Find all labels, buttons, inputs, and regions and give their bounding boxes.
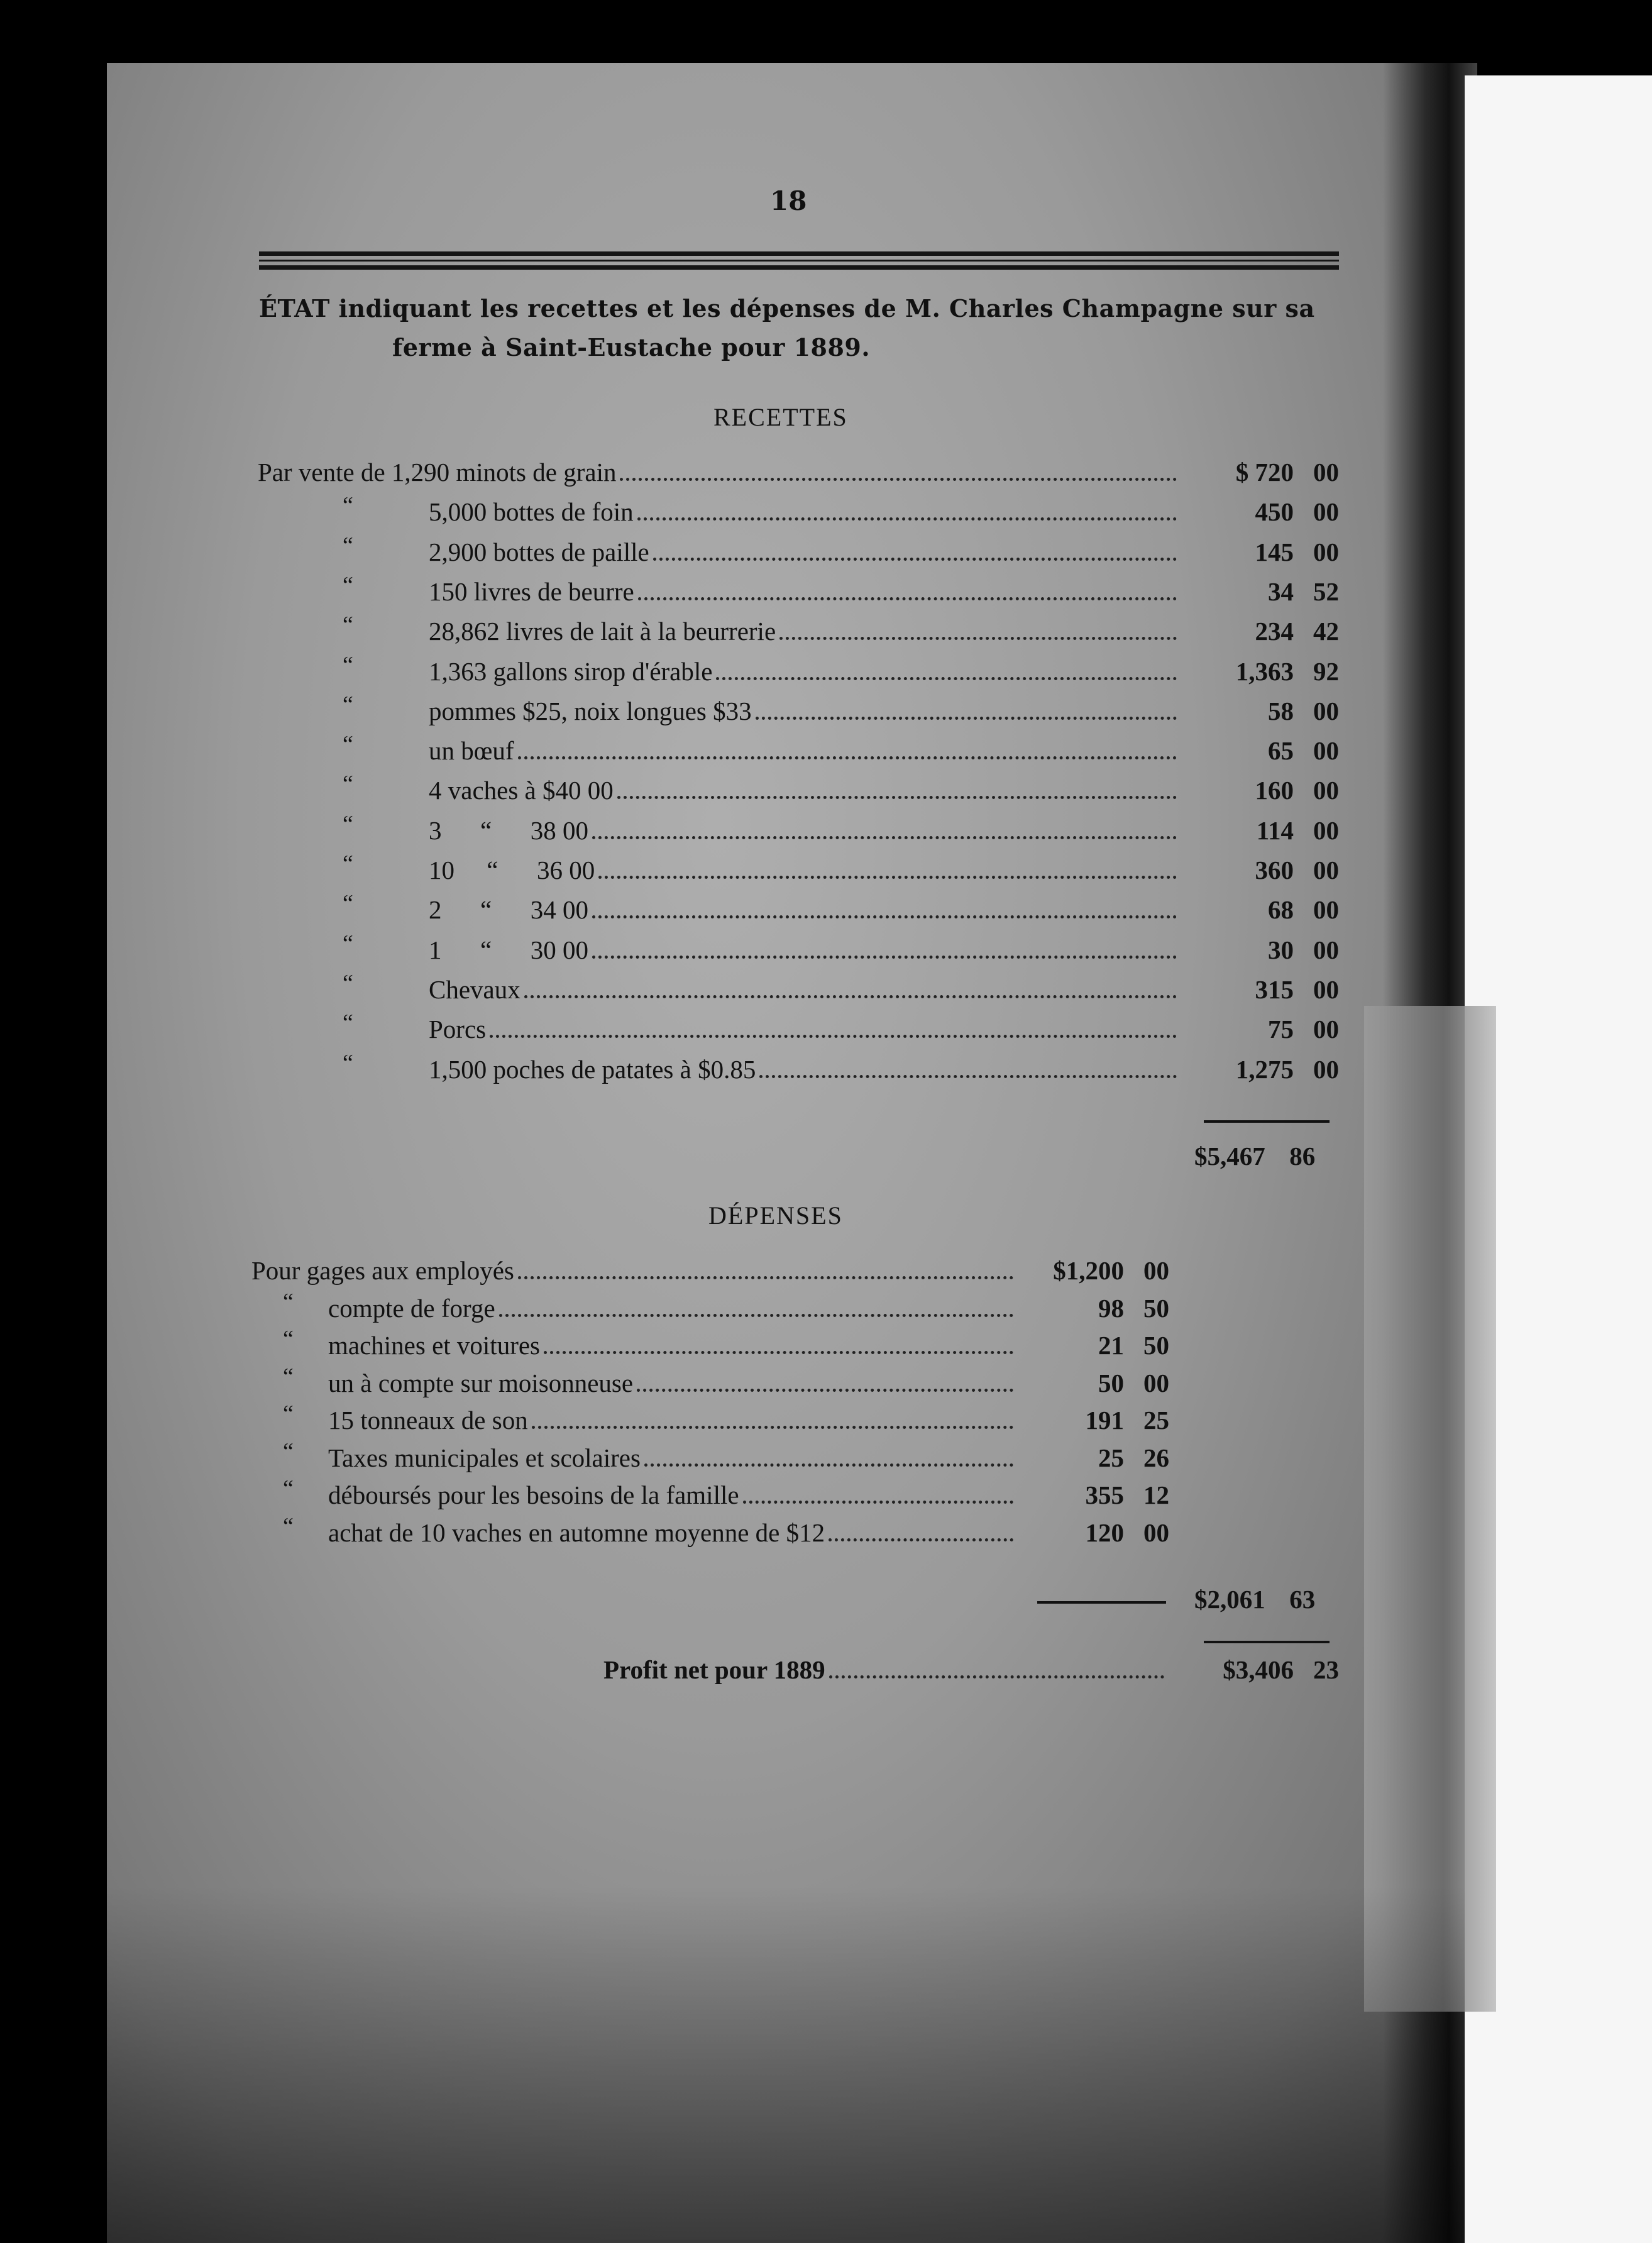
depenses-total: [1194, 1584, 1315, 1614]
dot-leader: [598, 876, 1177, 879]
ditto-mark: “: [283, 1438, 294, 1465]
ditto-mark: “: [343, 571, 353, 598]
amount-cents: 00: [1313, 1054, 1339, 1084]
recette-row: [258, 449, 1339, 487]
ditto-mark: “: [343, 492, 353, 519]
item-label: 1,363 gallons sirop d'érable: [429, 656, 713, 686]
item-label: compte de forge: [328, 1293, 495, 1323]
ditto-mark: “: [283, 1475, 294, 1502]
torn-paper-strip: [1364, 1006, 1496, 2012]
recette-row: [258, 808, 1339, 846]
ditto-mark: “: [283, 1363, 294, 1390]
item-label: 15 tonneaux de son: [328, 1406, 528, 1435]
depense-row: [251, 1248, 1169, 1286]
item-description: [258, 616, 1181, 646]
amount-cents: 12: [1143, 1480, 1169, 1509]
recette-row: [258, 768, 1339, 805]
item-label: achat de 10 vaches en automne moyenne de $12: [328, 1518, 825, 1547]
dot-leader: [637, 1389, 1013, 1392]
dot-leader: [644, 1463, 1013, 1467]
dot-leader: [638, 597, 1177, 600]
item-description: [251, 1293, 1017, 1323]
page-number: 18: [770, 185, 807, 216]
item-label: 28,862 livres de lait à la beurrerie: [429, 617, 776, 646]
item-description: [258, 537, 1181, 567]
item-description: [258, 1014, 1181, 1044]
item-label: Porcs: [429, 1015, 487, 1044]
amount-dollars: 34: [1268, 576, 1294, 606]
item-description: [251, 1368, 1017, 1398]
amount-cents: 50: [1143, 1331, 1169, 1360]
amount-cents: 00: [1313, 1015, 1339, 1044]
recettes-total: [1194, 1141, 1315, 1171]
dot-leader: [518, 1276, 1013, 1279]
amount-cents: 00: [1143, 1368, 1169, 1397]
item-description: [258, 855, 1181, 885]
profit-label: Profit net pour 1889: [603, 1655, 825, 1684]
item-label: 4 vaches à $40 00: [429, 776, 614, 805]
recette-row: [258, 847, 1339, 885]
item-description: [258, 775, 1181, 805]
amount-cents: 00: [1313, 895, 1339, 925]
ditto-mark: “: [343, 851, 353, 877]
recettes-heading: RECETTES: [713, 403, 848, 431]
amount-dollars: 30: [1268, 935, 1294, 964]
document-title: [259, 289, 1340, 367]
depense-row: [251, 1323, 1169, 1360]
amount-cents: 50: [1143, 1293, 1169, 1323]
amount-cents: 00: [1313, 974, 1339, 1004]
recettes-total-dollars: $5,467: [1194, 1142, 1265, 1171]
ditto-mark: “: [283, 1513, 294, 1540]
amount-dollars: 450: [1255, 497, 1294, 527]
item-label: 1 “ 30 00: [429, 935, 588, 964]
amount-dollars: 75: [1268, 1015, 1294, 1044]
dot-leader: [592, 915, 1177, 918]
amount-dollars: 25: [1098, 1443, 1124, 1472]
amount-dollars: 1,363: [1235, 656, 1294, 686]
amount-cents: 00: [1313, 776, 1339, 805]
depenses-total-rule: [1204, 1641, 1330, 1643]
recette-row: [258, 688, 1339, 726]
dot-leader: [653, 558, 1177, 561]
item-label: Taxes municipales et scolaires: [328, 1443, 641, 1472]
recettes-total-rule: [1204, 1120, 1330, 1123]
dot-leader: [490, 1035, 1177, 1038]
amount-dollars: 21: [1098, 1331, 1124, 1360]
depense-row: [251, 1435, 1169, 1473]
item-description: [251, 1443, 1017, 1473]
recette-row: [258, 609, 1339, 646]
amount-cents: 26: [1143, 1443, 1169, 1472]
amount-dollars: 355: [1085, 1480, 1124, 1509]
item-description: [258, 457, 1181, 487]
dot-leader: [637, 517, 1177, 521]
item-label: 3 “ 38 00: [429, 815, 588, 845]
dot-leader: [499, 1314, 1013, 1317]
ditto-mark: “: [343, 1049, 353, 1076]
header-rule: [259, 251, 1339, 256]
item-label: Par vente de 1,290 minots de grain: [258, 458, 617, 487]
item-description: [258, 497, 1181, 527]
dot-leader: [617, 796, 1177, 799]
dot-leader: [829, 1675, 1164, 1678]
ditto-mark: “: [343, 1010, 353, 1037]
amount-cents: 00: [1313, 815, 1339, 845]
ditto-mark: “: [343, 612, 353, 639]
ditto-mark: “: [343, 969, 353, 996]
amount-dollars: 234: [1255, 617, 1294, 646]
item-label: machines et voitures: [328, 1331, 541, 1360]
item-label: déboursés pour les besoins de la famille: [328, 1480, 739, 1509]
recette-row: [258, 728, 1339, 766]
item-description: [251, 1330, 1017, 1360]
amount-dollars: $1,200: [1053, 1256, 1124, 1285]
recette-row: [258, 649, 1339, 686]
amount-cents: 25: [1143, 1406, 1169, 1435]
depense-row: [251, 1510, 1169, 1548]
item-label: un bœuf: [429, 736, 514, 766]
amount-cents: 00: [1313, 856, 1339, 885]
dot-leader: [592, 956, 1177, 959]
recette-row: [258, 489, 1339, 527]
item-description: [258, 576, 1181, 607]
item-label: 2,900 bottes de paille: [429, 537, 649, 566]
title-line-1: ÉTAT indiquant les recettes et les dépenses de M. Charles Champagne sur sa: [259, 294, 1315, 322]
ditto-mark: “: [343, 771, 353, 798]
item-description: [258, 656, 1181, 686]
item-description: [258, 736, 1181, 766]
depense-row: [251, 1472, 1169, 1510]
amount-dollars: 1,275: [1235, 1054, 1294, 1084]
dot-leader: [779, 637, 1177, 640]
dot-leader: [756, 717, 1177, 720]
item-label: 150 livres de beurre: [429, 576, 634, 606]
ditto-mark: “: [343, 731, 353, 758]
ditto-mark: “: [283, 1288, 294, 1315]
amount-cents: 52: [1313, 576, 1339, 606]
depenses-total-cents: 63: [1289, 1585, 1316, 1614]
amount-cents: 00: [1313, 736, 1339, 766]
amount-cents: 00: [1313, 458, 1339, 487]
item-label: un à compte sur moisonneuse: [328, 1368, 634, 1397]
amount-cents: 00: [1313, 935, 1339, 964]
profit-dollars: $3,406: [1223, 1655, 1294, 1684]
dot-leader: [620, 478, 1177, 481]
dot-leader: [759, 1075, 1177, 1078]
dot-leader: [518, 756, 1177, 759]
ditto-mark: “: [343, 930, 353, 957]
item-description: [251, 1480, 1017, 1510]
amount-dollars: 160: [1255, 776, 1294, 805]
item-description: [258, 974, 1181, 1005]
amount-dollars: 98: [1098, 1293, 1124, 1323]
item-description: [258, 696, 1181, 726]
ditto-mark: “: [343, 691, 353, 718]
item-label: pommes $25, noix longues $33: [429, 696, 752, 725]
amount-cents: 00: [1313, 696, 1339, 725]
amount-cents: 92: [1313, 656, 1339, 686]
profit-line: [603, 1647, 1339, 1685]
amount-dollars: 68: [1268, 895, 1294, 925]
amount-dollars: 145: [1255, 537, 1294, 566]
dot-leader: [829, 1538, 1013, 1541]
ditto-mark: “: [283, 1326, 294, 1352]
depenses-heading: DÉPENSES: [708, 1201, 843, 1230]
amount-dollars: 191: [1085, 1406, 1124, 1435]
recette-row: [258, 1047, 1339, 1084]
item-label: Chevaux: [429, 974, 520, 1004]
dot-leader: [592, 836, 1177, 839]
recette-row: [258, 887, 1339, 925]
amount-dollars: 58: [1268, 696, 1294, 725]
amount-cents: 00: [1313, 497, 1339, 527]
page-shadow: [107, 1886, 1465, 2243]
item-label: 1,500 poches de patates à $0.85: [429, 1054, 756, 1084]
item-label: 10 “ 36 00: [429, 856, 595, 885]
dot-leader: [532, 1426, 1013, 1429]
item-label: Pour gages aux employés: [251, 1256, 514, 1285]
depenses-total-dollars: $2,061: [1194, 1585, 1265, 1614]
item-description: [251, 1518, 1017, 1548]
profit-cents: 23: [1313, 1655, 1339, 1684]
amount-dollars: 315: [1255, 974, 1294, 1004]
item-label: 5,000 bottes de foin: [429, 497, 634, 527]
amount-dollars: 50: [1098, 1368, 1124, 1397]
dot-leader: [743, 1501, 1013, 1504]
dot-leader: [716, 677, 1177, 680]
amount-dollars: 120: [1085, 1518, 1124, 1547]
recettes-total-cents: 86: [1289, 1142, 1316, 1171]
amount-cents: 00: [1143, 1256, 1169, 1285]
recette-row: [258, 1006, 1339, 1044]
item-description: [258, 815, 1181, 846]
item-description: [251, 1255, 1017, 1286]
recette-row: [258, 967, 1339, 1005]
ditto-mark: “: [343, 532, 353, 559]
ditto-mark: “: [283, 1401, 294, 1427]
item-description: [258, 1054, 1181, 1084]
depense-row: [251, 1360, 1169, 1398]
recette-row: [258, 529, 1339, 567]
amount-dollars: 65: [1268, 736, 1294, 766]
amount-dollars: 360: [1255, 856, 1294, 885]
depense-row: [251, 1286, 1169, 1323]
title-line-2: ferme à Saint-Eustache pour 1889.: [392, 333, 871, 361]
recette-row: [258, 569, 1339, 607]
item-description: [258, 935, 1181, 965]
header-rule: [259, 265, 1339, 270]
item-description: [258, 895, 1181, 925]
depense-row: [251, 1397, 1169, 1435]
ditto-mark: “: [343, 651, 353, 678]
recette-row: [258, 927, 1339, 965]
depenses-subtotal-rule: [1037, 1601, 1166, 1604]
ditto-mark: “: [343, 810, 353, 837]
amount-cents: 42: [1313, 617, 1339, 646]
header-rule: [259, 260, 1339, 262]
amount-cents: 00: [1143, 1518, 1169, 1547]
amount-dollars: 114: [1256, 815, 1294, 845]
dot-leader: [524, 995, 1177, 998]
amount-dollars: $ 720: [1235, 458, 1294, 487]
dot-leader: [544, 1351, 1013, 1354]
ditto-mark: “: [343, 890, 353, 917]
item-label: 2 “ 34 00: [429, 895, 588, 925]
amount-cents: 00: [1313, 537, 1339, 566]
item-description: [251, 1405, 1017, 1435]
